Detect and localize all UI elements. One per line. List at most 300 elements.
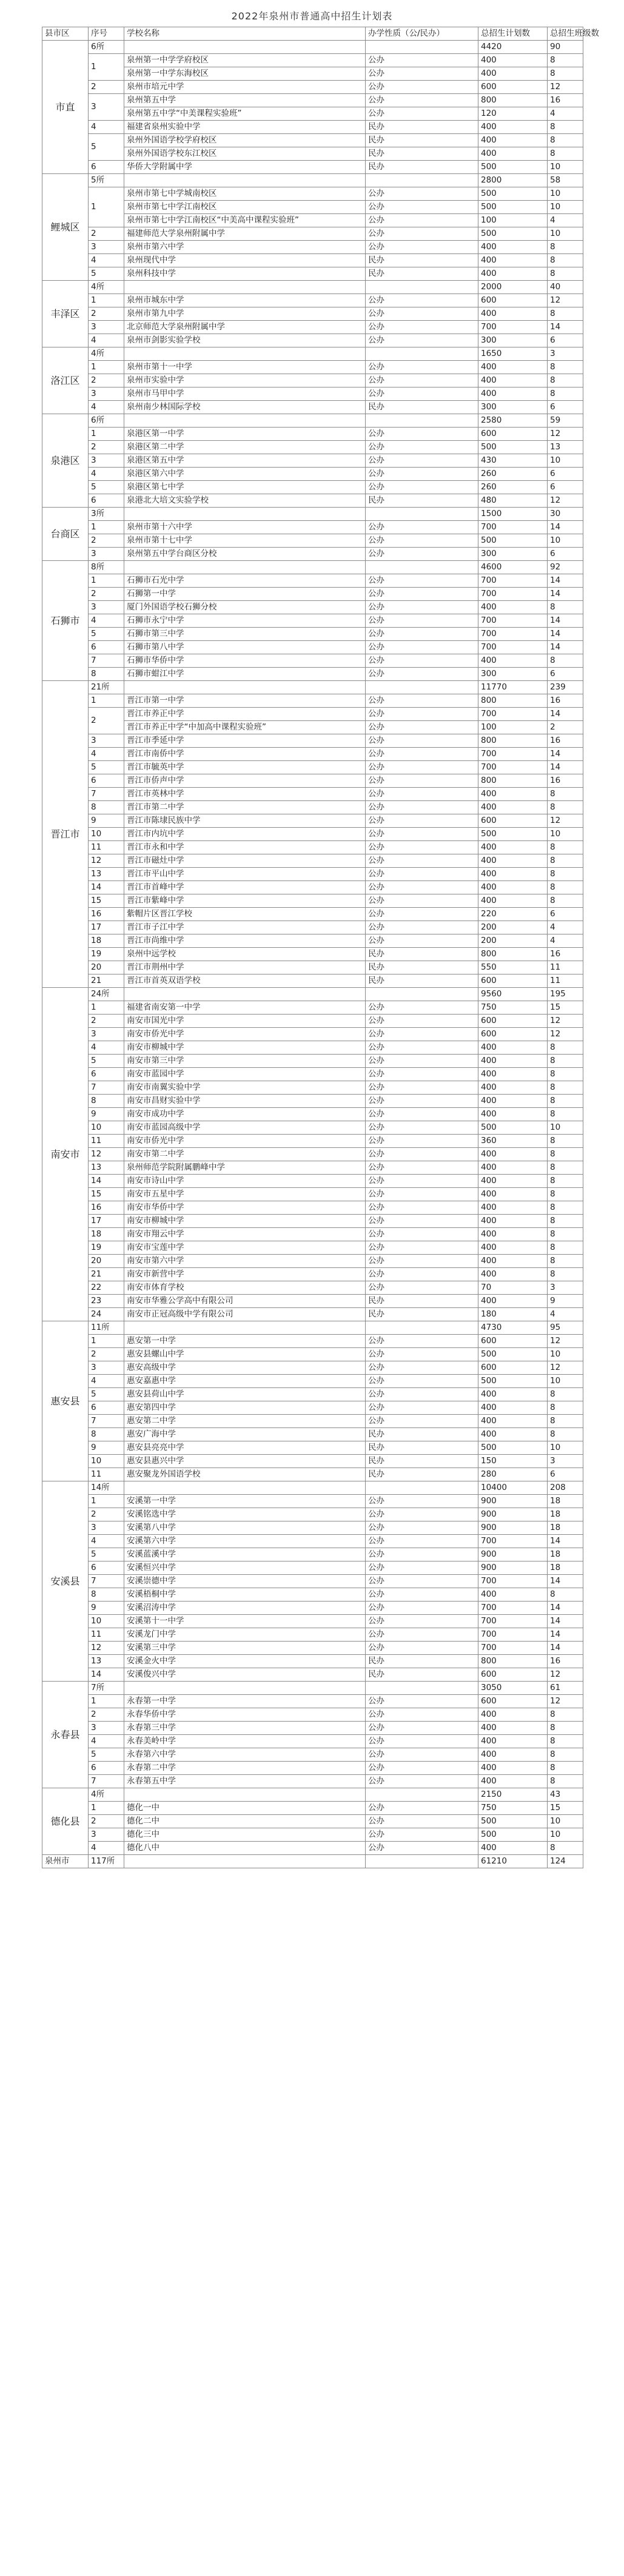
- school-type: 公办: [366, 548, 478, 561]
- school-number: 5: [89, 1748, 124, 1762]
- school-plan: 600: [478, 294, 548, 307]
- table-row: [42, 254, 583, 267]
- district-total-plan: 2150: [478, 1788, 548, 1802]
- school-classes: 8: [548, 601, 583, 614]
- school-classes: 8: [548, 54, 583, 67]
- table-row: [42, 1802, 583, 1815]
- table-row: [42, 601, 583, 614]
- table-row: [42, 294, 583, 307]
- district-name: 泉港区: [42, 414, 89, 508]
- school-type: 公办: [366, 54, 478, 67]
- table-row: [42, 814, 583, 828]
- school-type: 公办: [366, 654, 478, 668]
- school-name: 泉州市第九中学: [124, 307, 366, 321]
- school-type: 公办: [366, 734, 478, 748]
- school-type: 公办: [366, 321, 478, 334]
- table-row: [42, 334, 583, 347]
- table-row: [42, 187, 583, 201]
- table-row: [42, 1575, 583, 1588]
- school-number: 3: [89, 387, 124, 401]
- school-name: 泉港区第五中学: [124, 454, 366, 468]
- school-type: 公办: [366, 1361, 478, 1375]
- school-type: 公办: [366, 601, 478, 614]
- table-row: [42, 1561, 583, 1575]
- school-classes: 12: [548, 428, 583, 441]
- table-row: [42, 1428, 583, 1441]
- school-number: 3: [89, 1722, 124, 1735]
- school-name: 惠安嘉惠中学: [124, 1375, 366, 1388]
- table-row: [42, 1735, 583, 1748]
- school-type: 公办: [366, 521, 478, 534]
- school-classes: 10: [548, 1828, 583, 1842]
- school-plan: 700: [478, 574, 548, 588]
- school-classes: 8: [548, 374, 583, 387]
- table-row: [42, 1468, 583, 1481]
- school-type: 公办: [366, 574, 478, 588]
- school-plan: 500: [478, 1348, 548, 1361]
- district-school-count: 11所: [89, 1321, 124, 1335]
- school-number: 1: [89, 1802, 124, 1815]
- district-name: 惠安县: [42, 1321, 89, 1481]
- school-name: 泉州市马甲中学: [124, 387, 366, 401]
- school-plan: 500: [478, 534, 548, 548]
- district-subtotal-row: [42, 1788, 583, 1802]
- school-classes: 8: [548, 1722, 583, 1735]
- school-type: 公办: [366, 1015, 478, 1028]
- school-number: 10: [89, 828, 124, 841]
- school-name: 泉州师范学院附属鹏峰中学: [124, 1161, 366, 1175]
- school-classes: 8: [548, 134, 583, 147]
- school-plan: 360: [478, 1135, 548, 1148]
- table-row: [42, 934, 583, 948]
- school-classes: 8: [548, 881, 583, 894]
- table-row: [42, 948, 583, 961]
- district-total-plan: 3050: [478, 1682, 548, 1695]
- school-classes: 14: [548, 708, 583, 721]
- district-total-plan: 2580: [478, 414, 548, 428]
- school-classes: 12: [548, 1695, 583, 1708]
- school-name: 晋江市陈埭民族中学: [124, 814, 366, 828]
- table-row: [42, 881, 583, 894]
- school-number: 3: [89, 734, 124, 748]
- district-total-plan: 4730: [478, 1321, 548, 1335]
- school-number: 5: [89, 1548, 124, 1561]
- school-type: 公办: [366, 1201, 478, 1215]
- school-name: 晋江市养正中学: [124, 708, 366, 721]
- school-type: 公办: [366, 387, 478, 401]
- school-plan: 400: [478, 254, 548, 267]
- table-header-row: [42, 27, 583, 41]
- district-school-count: 14所: [89, 1481, 124, 1495]
- school-classes: 8: [548, 254, 583, 267]
- school-number: 4: [89, 1735, 124, 1748]
- school-classes: 10: [548, 1441, 583, 1455]
- school-name: 惠安第二中学: [124, 1415, 366, 1428]
- table-row: [42, 1055, 583, 1068]
- district-total-classes: 92: [548, 561, 583, 574]
- table-row: [42, 94, 583, 107]
- school-plan: 400: [478, 881, 548, 894]
- school-type: 公办: [366, 81, 478, 94]
- district-name: 德化县: [42, 1788, 89, 1855]
- district-name: 永春县: [42, 1682, 89, 1788]
- district-total-classes: 61: [548, 1682, 583, 1695]
- school-name: 晋江市第二中学: [124, 801, 366, 814]
- school-type: 公办: [366, 67, 478, 81]
- school-classes: 8: [548, 1148, 583, 1161]
- table-row: [42, 1201, 583, 1215]
- school-name: 惠安县亮亮中学: [124, 1441, 366, 1455]
- school-name: 泉州市第七中学江南校区“中美高中课程实验班”: [124, 214, 366, 227]
- table-row: [42, 828, 583, 841]
- school-type: 公办: [366, 1028, 478, 1041]
- table-row: [42, 134, 583, 147]
- table-row: [42, 387, 583, 401]
- table-row: [42, 267, 583, 281]
- table-row: [42, 1295, 583, 1308]
- school-number: 14: [89, 1175, 124, 1188]
- school-name: 晋江市内坑中学: [124, 828, 366, 841]
- school-number: 1: [89, 1695, 124, 1708]
- school-name: 泉州市培元中学: [124, 81, 366, 94]
- school-classes: 14: [548, 1642, 583, 1655]
- school-classes: 6: [548, 548, 583, 561]
- table-row: [42, 734, 583, 748]
- school-plan: 700: [478, 1602, 548, 1615]
- subtotal-blank: [124, 41, 366, 54]
- school-plan: 700: [478, 521, 548, 534]
- table-row: [42, 121, 583, 134]
- school-classes: 18: [548, 1548, 583, 1561]
- school-plan: 200: [478, 921, 548, 934]
- school-number: 2: [89, 1508, 124, 1521]
- school-number: 2: [89, 1015, 124, 1028]
- school-classes: 8: [548, 1415, 583, 1428]
- subtotal-blank: [366, 1321, 478, 1335]
- school-classes: 14: [548, 641, 583, 654]
- school-classes: 8: [548, 121, 583, 134]
- table-row: [42, 694, 583, 708]
- table-row: [42, 1762, 583, 1775]
- school-plan: 430: [478, 454, 548, 468]
- table-row: [42, 1188, 583, 1201]
- school-plan: 400: [478, 387, 548, 401]
- school-name: 晋江市南侨中学: [124, 748, 366, 761]
- district-total-classes: 95: [548, 1321, 583, 1335]
- table-row: [42, 801, 583, 814]
- school-type: 公办: [366, 1775, 478, 1788]
- school-name: 晋江市侨声中学: [124, 774, 366, 788]
- school-classes: 8: [548, 1268, 583, 1281]
- table-row: [42, 1521, 583, 1535]
- school-plan: 400: [478, 1255, 548, 1268]
- school-type: 公办: [366, 1121, 478, 1135]
- header-school-name: 学校名称: [124, 27, 366, 41]
- school-classes: 14: [548, 1628, 583, 1642]
- school-number: 18: [89, 1228, 124, 1241]
- school-plan: 700: [478, 1615, 548, 1628]
- school-type: 公办: [366, 748, 478, 761]
- school-plan: 260: [478, 468, 548, 481]
- school-number: 4: [89, 748, 124, 761]
- total-blank: [366, 1855, 478, 1868]
- school-name: 南安市新营中学: [124, 1268, 366, 1281]
- school-number: 1: [89, 521, 124, 534]
- school-classes: 8: [548, 267, 583, 281]
- page-title: 2022年泉州市普通高中招生计划表: [231, 10, 393, 22]
- school-type: 公办: [366, 641, 478, 654]
- school-classes: 12: [548, 814, 583, 828]
- school-plan: 400: [478, 267, 548, 281]
- school-plan: 400: [478, 854, 548, 868]
- school-type: 公办: [366, 1762, 478, 1775]
- school-type: 公办: [366, 894, 478, 908]
- school-plan: 400: [478, 1188, 548, 1201]
- table-row: [42, 401, 583, 414]
- school-number: 13: [89, 1161, 124, 1175]
- district-total-classes: 30: [548, 508, 583, 521]
- school-number: 6: [89, 494, 124, 508]
- school-name: 惠安广海中学: [124, 1428, 366, 1441]
- school-number: 4: [89, 121, 124, 134]
- school-name: 南安市侨光中学: [124, 1135, 366, 1148]
- school-classes: 14: [548, 748, 583, 761]
- school-type: 民办: [366, 1455, 478, 1468]
- school-number: 20: [89, 1255, 124, 1268]
- district-subtotal-row: [42, 347, 583, 361]
- school-classes: 10: [548, 187, 583, 201]
- school-name: 晋江市季延中学: [124, 734, 366, 748]
- subtotal-blank: [366, 281, 478, 294]
- district-name: 石狮市: [42, 561, 89, 681]
- school-plan: 400: [478, 307, 548, 321]
- school-name: 南安市第二中学: [124, 1148, 366, 1161]
- table-row: [42, 321, 583, 334]
- school-type: 公办: [366, 441, 478, 454]
- school-classes: 16: [548, 1655, 583, 1668]
- subtotal-blank: [366, 561, 478, 574]
- school-plan: 200: [478, 934, 548, 948]
- school-plan: 400: [478, 1041, 548, 1055]
- school-plan: 900: [478, 1521, 548, 1535]
- header-number: 序号: [89, 27, 124, 41]
- school-classes: 8: [548, 868, 583, 881]
- district-school-count: 5所: [89, 174, 124, 187]
- table-row: [42, 1815, 583, 1828]
- school-type: 公办: [366, 481, 478, 494]
- school-plan: 700: [478, 1575, 548, 1588]
- table-row: [42, 641, 583, 654]
- school-number: 14: [89, 1668, 124, 1682]
- school-classes: 8: [548, 1401, 583, 1415]
- table-row: [42, 708, 583, 721]
- school-type: 公办: [366, 307, 478, 321]
- table-row: [42, 761, 583, 774]
- school-name: 惠安高级中学: [124, 1361, 366, 1375]
- school-classes: 18: [548, 1561, 583, 1575]
- district-school-count: 4所: [89, 281, 124, 294]
- school-classes: 4: [548, 107, 583, 121]
- table-row: [42, 1722, 583, 1735]
- school-classes: 8: [548, 1161, 583, 1175]
- school-name: 泉州市第七中学城南校区: [124, 187, 366, 201]
- school-type: 公办: [366, 1535, 478, 1548]
- school-name: 安溪蓝溪中学: [124, 1548, 366, 1561]
- school-type: 民办: [366, 147, 478, 161]
- school-name: 泉港北大培文实验学校: [124, 494, 366, 508]
- table-row: [42, 1095, 583, 1108]
- school-type: 民办: [366, 254, 478, 267]
- school-number: 7: [89, 1415, 124, 1428]
- school-plan: 800: [478, 694, 548, 708]
- school-classes: 14: [548, 574, 583, 588]
- school-number: 4: [89, 1842, 124, 1855]
- table-row: [42, 521, 583, 534]
- school-plan: 600: [478, 428, 548, 441]
- school-classes: 14: [548, 614, 583, 628]
- school-plan: 400: [478, 134, 548, 147]
- school-number: 3: [89, 94, 124, 121]
- school-plan: 400: [478, 1081, 548, 1095]
- school-name: 安溪沼涛中学: [124, 1602, 366, 1615]
- total-blank: [124, 1855, 366, 1868]
- table-row: [42, 1401, 583, 1415]
- district-subtotal-row: [42, 1321, 583, 1335]
- school-number: 2: [89, 81, 124, 94]
- school-classes: 8: [548, 1842, 583, 1855]
- header-total-classes: 总招生班级数: [548, 27, 583, 41]
- school-name: 泉州中远学校: [124, 948, 366, 961]
- school-number: 4: [89, 1375, 124, 1388]
- school-name: 泉港区第一中学: [124, 428, 366, 441]
- school-plan: 500: [478, 1828, 548, 1842]
- table-row: [42, 227, 583, 241]
- school-number: 1: [89, 694, 124, 708]
- subtotal-blank: [124, 347, 366, 361]
- table-row: [42, 1175, 583, 1188]
- school-plan: 400: [478, 1161, 548, 1175]
- district-name: 市直: [42, 41, 89, 174]
- district-total-classes: 208: [548, 1481, 583, 1495]
- table-row: [42, 1121, 583, 1135]
- table-row: [42, 1108, 583, 1121]
- school-type: 公办: [366, 1415, 478, 1428]
- school-name: 德化二中: [124, 1815, 366, 1828]
- school-name: 厦门外国语学校石狮分校: [124, 601, 366, 614]
- school-name: 晋江市子江中学: [124, 921, 366, 934]
- school-type: 公办: [366, 227, 478, 241]
- school-number: 8: [89, 1588, 124, 1602]
- school-plan: 900: [478, 1508, 548, 1521]
- district-total-classes: 58: [548, 174, 583, 187]
- table-row: [42, 1215, 583, 1228]
- school-number: 5: [89, 1055, 124, 1068]
- school-classes: 8: [548, 1588, 583, 1602]
- school-number: 18: [89, 934, 124, 948]
- school-number: 16: [89, 908, 124, 921]
- school-type: 公办: [366, 1375, 478, 1388]
- school-plan: 400: [478, 361, 548, 374]
- school-plan: 400: [478, 1415, 548, 1428]
- school-plan: 300: [478, 334, 548, 347]
- school-type: 公办: [366, 374, 478, 387]
- district-name: 安溪县: [42, 1481, 89, 1682]
- school-name: 石狮市蚶江中学: [124, 668, 366, 681]
- school-number: 6: [89, 1068, 124, 1081]
- school-plan: 600: [478, 1015, 548, 1028]
- school-classes: 14: [548, 1575, 583, 1588]
- school-number: 1: [89, 54, 124, 81]
- school-name: 安溪第三中学: [124, 1642, 366, 1655]
- school-plan: 260: [478, 481, 548, 494]
- school-number: 3: [89, 1028, 124, 1041]
- school-type: 公办: [366, 761, 478, 774]
- school-name: 惠安第一中学: [124, 1335, 366, 1348]
- school-type: 公办: [366, 774, 478, 788]
- school-classes: 4: [548, 1308, 583, 1321]
- school-name: 福建省泉州实验中学: [124, 121, 366, 134]
- school-plan: 100: [478, 214, 548, 227]
- school-name: 福建省南安第一中学: [124, 1001, 366, 1015]
- school-plan: 400: [478, 1762, 548, 1775]
- school-number: 20: [89, 961, 124, 974]
- school-plan: 800: [478, 774, 548, 788]
- school-classes: 18: [548, 1495, 583, 1508]
- header-school-type: 办学性质（公/民办）: [366, 27, 478, 41]
- school-name: 永春第三中学: [124, 1722, 366, 1735]
- school-plan: 900: [478, 1561, 548, 1575]
- school-type: 公办: [366, 1388, 478, 1401]
- school-type: 民办: [366, 401, 478, 414]
- school-plan: 400: [478, 1722, 548, 1735]
- school-type: 民办: [366, 961, 478, 974]
- school-number: 13: [89, 868, 124, 881]
- school-type: 公办: [366, 1748, 478, 1762]
- school-type: 公办: [366, 1588, 478, 1602]
- district-name: 鲤城区: [42, 174, 89, 281]
- school-classes: 8: [548, 1041, 583, 1055]
- subtotal-blank: [124, 174, 366, 187]
- school-type: 公办: [366, 1175, 478, 1188]
- school-plan: 300: [478, 548, 548, 561]
- subtotal-blank: [124, 561, 366, 574]
- district-subtotal-row: [42, 1481, 583, 1495]
- school-type: 公办: [366, 921, 478, 934]
- school-number: 5: [89, 267, 124, 281]
- school-name: 惠安第四中学: [124, 1401, 366, 1415]
- subtotal-blank: [124, 1788, 366, 1802]
- school-name: 南安市华侨中学: [124, 1201, 366, 1215]
- school-plan: 700: [478, 321, 548, 334]
- school-number: 1: [89, 574, 124, 588]
- school-classes: 15: [548, 1001, 583, 1015]
- school-plan: 600: [478, 974, 548, 988]
- school-classes: 12: [548, 81, 583, 94]
- school-type: 公办: [366, 1001, 478, 1015]
- school-number: 15: [89, 894, 124, 908]
- school-name: 晋江市磁灶中学: [124, 854, 366, 868]
- school-name: 泉州市第十六中学: [124, 521, 366, 534]
- school-classes: 8: [548, 1201, 583, 1215]
- school-number: 24: [89, 1308, 124, 1321]
- table-row: [42, 654, 583, 668]
- school-name: 泉州外国语学校东江校区: [124, 147, 366, 161]
- school-plan: 700: [478, 628, 548, 641]
- school-plan: 480: [478, 494, 548, 508]
- school-number: 3: [89, 1521, 124, 1535]
- school-name: 安溪恒兴中学: [124, 1561, 366, 1575]
- school-classes: 8: [548, 307, 583, 321]
